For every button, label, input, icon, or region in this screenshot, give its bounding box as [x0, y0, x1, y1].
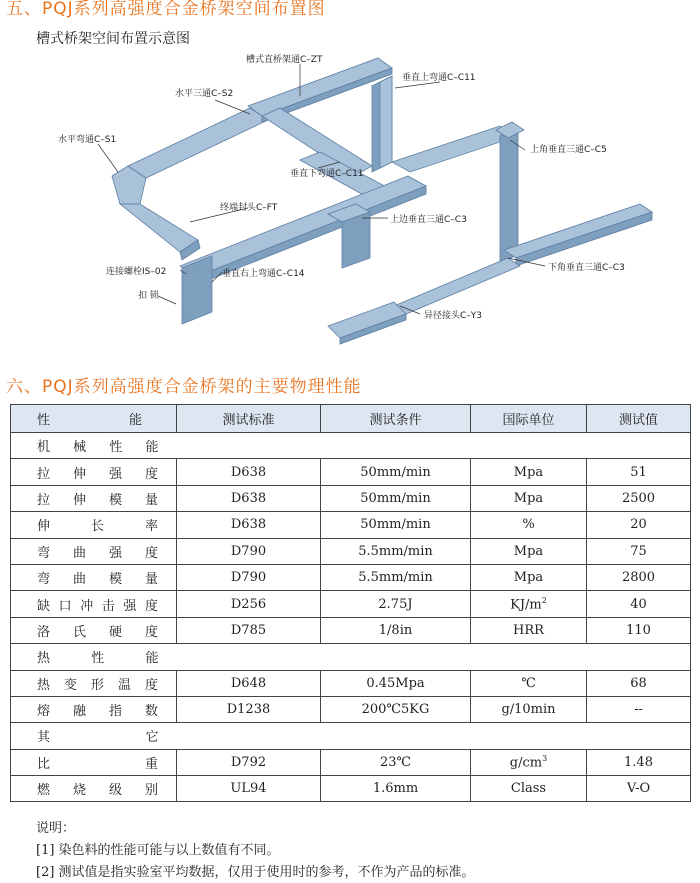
cell-property: 比重: [11, 749, 177, 775]
cell-condition: 50mm/min: [321, 459, 471, 485]
cell-property: 缺口冲击强度: [11, 591, 177, 617]
cell-unit: Mpa: [471, 485, 587, 511]
cell-value: 2500: [587, 485, 691, 511]
header-standard: 测试标准: [177, 405, 321, 433]
cell-standard: D638: [177, 459, 321, 485]
label-straight-zt: 槽式直桥架通C–ZT: [246, 55, 323, 65]
table-category-row: [11, 644, 691, 670]
cell-unit: [471, 749, 587, 775]
label-elbow-c14: 垂直右上弯通C–C14: [222, 269, 305, 279]
cell-value: 40: [587, 591, 691, 617]
cell-unit: Mpa: [471, 538, 587, 564]
cell-condition: 5.5mm/min: [321, 538, 471, 564]
table-row: [11, 538, 691, 564]
label-tee-s2: 水平三通C–S2: [175, 89, 234, 99]
cell-value: V-O: [587, 776, 691, 802]
cell-property: 弯曲模量: [11, 564, 177, 590]
label-bolt-is02: 连接螺栓IS–02: [106, 267, 167, 277]
category-filler: [177, 644, 691, 670]
cell-unit: Mpa: [471, 459, 587, 485]
table-row: [11, 617, 691, 643]
cell-condition: 0.45Mpa: [321, 670, 471, 696]
tray-segment-lower-right: [504, 204, 652, 258]
label-end-cap-ft: 终端封头C–FT: [220, 203, 278, 213]
tray-tee-c3-drop: [342, 212, 370, 268]
cell-unit: [471, 591, 587, 617]
cable-tray-layout-diagram: [0, 44, 700, 364]
unit-superscript: 3: [542, 754, 548, 764]
category-label: 热 性 能: [11, 644, 177, 670]
table-row: [11, 459, 691, 485]
tray-segment-lower-run: [394, 258, 520, 314]
cell-property: 熔融指数: [11, 696, 177, 722]
note-item: [1] 染色料的性能可能与以上数值有不同。: [36, 843, 280, 858]
table-row: [11, 696, 691, 722]
table-category-row: [11, 723, 691, 749]
section-6-title: 六、PQJ系列高强度合金桥架的主要物理性能: [6, 377, 362, 397]
category-label: 其 它: [11, 723, 177, 749]
cell-value: 110: [587, 617, 691, 643]
header-property: 性 能: [11, 405, 177, 433]
cell-standard: D1238: [177, 696, 321, 722]
table-row: [11, 591, 691, 617]
cell-condition: 200℃5KG: [321, 696, 471, 722]
cell-condition: 23℃: [321, 749, 471, 775]
cell-unit: ℃: [471, 670, 587, 696]
tray-segment-upper-right: [392, 126, 518, 172]
unit-text: KJ/m: [510, 597, 542, 613]
table-row: [11, 749, 691, 775]
physical-properties-table: [10, 404, 691, 802]
cell-standard: D785: [177, 617, 321, 643]
header-value: 测试值: [587, 405, 691, 433]
cell-value: 51: [587, 459, 691, 485]
tray-riser-c5: [500, 126, 518, 264]
cell-condition: 50mm/min: [321, 512, 471, 538]
category-filler: [177, 433, 691, 459]
cell-value: 1.48: [587, 749, 691, 775]
header-condition: 测试条件: [321, 405, 471, 433]
cell-standard: D790: [177, 538, 321, 564]
note-item: [2] 测试值是指实验室平均数据，仅用于使用时的参考，不作为产品的标准。: [36, 865, 475, 880]
cell-unit: %: [471, 512, 587, 538]
cell-value: 75: [587, 538, 691, 564]
label-tee-c5: 上角垂直三通C–C5: [530, 145, 607, 155]
notes: [36, 818, 475, 883]
label-reducer-y3: 异径接头C–Y3: [424, 311, 483, 321]
cell-unit: g/10min: [471, 696, 587, 722]
cell-standard: D256: [177, 591, 321, 617]
table-row: [11, 512, 691, 538]
label-vertical-down-c11: 垂直下弯通C–C11: [290, 169, 364, 179]
cell-property: 拉伸模量: [11, 485, 177, 511]
tray-segment-main-run: [180, 176, 426, 276]
cell-standard: D648: [177, 670, 321, 696]
table-row: [11, 485, 691, 511]
cell-property: 燃烧级别: [11, 776, 177, 802]
cell-unit: HRR: [471, 617, 587, 643]
tray-segment-straight-zt: [248, 58, 392, 116]
cell-value: 68: [587, 670, 691, 696]
tray-assembly: [112, 58, 652, 344]
label-lock: 扣 锁: [138, 291, 159, 301]
label-tee-c3-bottom: 下角垂直三通C–C3: [548, 263, 625, 273]
header-unit: 国际单位: [471, 405, 587, 433]
tray-segment-near-arm: [120, 204, 198, 252]
cell-standard: UL94: [177, 776, 321, 802]
cell-unit: Class: [471, 776, 587, 802]
cell-condition: 1.6mm: [321, 776, 471, 802]
cell-value: --: [587, 696, 691, 722]
label-vertical-up-c11: 垂直上弯通C–C11: [402, 73, 476, 83]
cell-value: 2800: [587, 564, 691, 590]
tray-elbow-c14: [182, 256, 212, 324]
cell-standard: D638: [177, 485, 321, 511]
unit-superscript: 2: [541, 595, 547, 605]
cell-property: 弯曲强度: [11, 538, 177, 564]
cell-condition: 5.5mm/min: [321, 564, 471, 590]
cell-standard: D638: [177, 512, 321, 538]
cell-value: 20: [587, 512, 691, 538]
tray-segment-vertical-c11-face: [380, 76, 392, 168]
label-tee-c3-top: 上边垂直三通C–C3: [390, 215, 467, 225]
cell-condition: 2.75J: [321, 591, 471, 617]
cell-standard: D792: [177, 749, 321, 775]
table-category-row: [11, 433, 691, 459]
unit-text: g/cm: [509, 755, 543, 771]
notes-heading: 说明：: [36, 821, 76, 836]
category-label: 机 械 性 能: [11, 433, 177, 459]
cell-property: 洛氏硬度: [11, 617, 177, 643]
cell-unit: Mpa: [471, 564, 587, 590]
diagram-subtitle: 槽式桥架空间布置示意图: [36, 31, 190, 47]
cell-standard: D790: [177, 564, 321, 590]
section-5-title: 五、PQJ系列高强度合金桥架空间布置图: [6, 0, 326, 19]
table-row: [11, 776, 691, 802]
category-filler: [177, 723, 691, 749]
tray-segment-s2-arm: [128, 108, 268, 178]
cell-property: 拉伸强度: [11, 459, 177, 485]
cell-condition: 1/8in: [321, 617, 471, 643]
table-row: [11, 670, 691, 696]
table-header-row: [11, 405, 691, 433]
cell-condition: 50mm/min: [321, 485, 471, 511]
cell-property: 热变形温度: [11, 670, 177, 696]
cell-property: 伸长率: [11, 512, 177, 538]
label-elbow-s1: 水平弯通C–S1: [58, 135, 117, 145]
table-row: [11, 564, 691, 590]
